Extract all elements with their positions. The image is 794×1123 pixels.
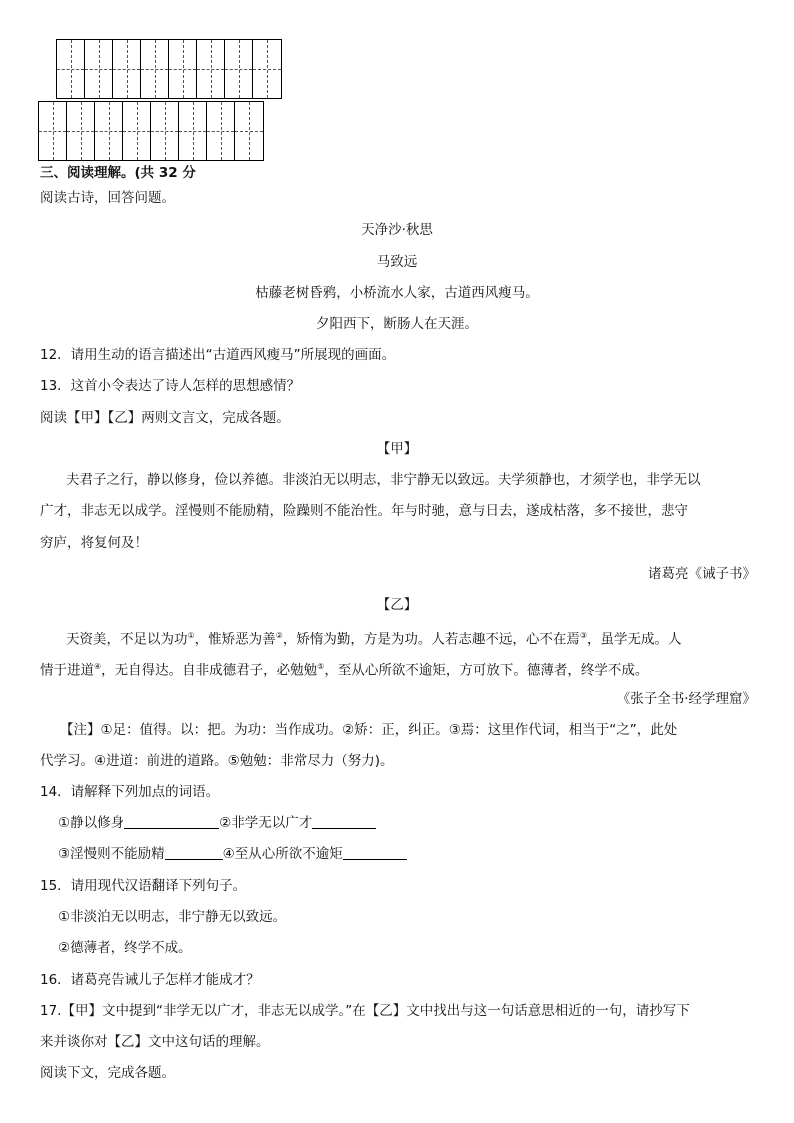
jia-paragraph-line-2: 广才，非志无以成学。淫慢则不能励精，险躁则不能治性。年与时驰，意与日去，遂成枯落，多不接世，悲守 — [40, 503, 688, 519]
grid-cell[interactable] — [85, 40, 113, 98]
grid-cell[interactable] — [113, 40, 141, 98]
question-14-item-b: ②非学无以广才 — [219, 815, 313, 831]
writing-grid-row-2 — [38, 101, 264, 161]
yi-paragraph-line-1 — [66, 626, 682, 650]
question-14-row-2 — [58, 844, 407, 864]
yi-text: 天资美，不足以为功 — [66, 631, 188, 648]
writing-grid-row-1 — [56, 39, 282, 99]
question-14-item-a: ①静以修身 — [58, 815, 125, 831]
question-15: 15．请用现代汉语翻译下列句子。 — [40, 878, 247, 894]
poem-line-2: 夕阳西下，断肠人在天涯。 — [316, 316, 478, 332]
footnote-marker: ② — [275, 631, 283, 640]
footnote-marker: ⑤ — [317, 662, 325, 671]
grid-cell[interactable] — [141, 40, 169, 98]
yi-text: ，惟矫恶为善 — [194, 631, 276, 648]
question-12: 12．请用生动的语言描述出“古道西风瘦马”所展现的画面。 — [40, 347, 396, 363]
yi-paragraph-line-2 — [40, 657, 648, 681]
note-line-1: 【注】①足：值得。以：把。为功：当作成功。②矫：正，纠正。③焉：这里作代词，相当于“之”，此处 — [60, 722, 678, 738]
poem-intro: 阅读古诗，回答问题。 — [40, 190, 175, 206]
question-14-row-1 — [58, 813, 376, 833]
jia-source: 诸葛亮《诫子书》 — [648, 566, 756, 582]
question-13: 13．这首小令表达了诗人怎样的思想感情？ — [40, 378, 301, 394]
answer-blank[interactable] — [165, 845, 223, 860]
classical-intro: 阅读【甲】【乙】两则文言文，完成各题。 — [40, 410, 290, 426]
yi-text: ，矫惰为勤，方是为功。人若志趣不远，心不在焉 — [282, 631, 580, 648]
grid-cell[interactable] — [151, 102, 179, 160]
grid-cell[interactable] — [67, 102, 95, 160]
poem-line-1: 枯藤老树昏鸦，小桥流水人家，古道西风瘦马。 — [255, 285, 539, 301]
jia-heading: 【甲】 — [376, 441, 418, 457]
jia-paragraph-line-1: 夫君子之行，静以修身，俭以养德。非淡泊无以明志，非宁静无以致远。夫学须静也，才须学也，非学无以 — [66, 472, 701, 488]
jia-paragraph-line-3: 穷庐，将复何及！ — [40, 535, 148, 551]
answer-blank[interactable] — [343, 845, 407, 860]
question-15-item-a: ①非淡泊无以明志，非宁静无以致远。 — [58, 909, 287, 925]
footnote-marker: ③ — [579, 631, 588, 640]
question-16: 16．诸葛亮告诫儿子怎样才能成才？ — [40, 972, 260, 988]
grid-cell[interactable] — [253, 40, 281, 98]
yi-text: ，虽学无成。人 — [587, 631, 682, 648]
grid-cell[interactable] — [179, 102, 207, 160]
grid-cell[interactable] — [197, 40, 225, 98]
grid-cell[interactable] — [169, 40, 197, 98]
answer-blank[interactable] — [124, 814, 219, 829]
poem-author: 马致远 — [376, 254, 418, 270]
final-intro: 阅读下文，完成各题。 — [40, 1065, 175, 1081]
question-14: 14．请解释下列加点的词语。 — [40, 784, 220, 800]
grid-cell[interactable] — [207, 102, 235, 160]
grid-cell[interactable] — [95, 102, 123, 160]
question-14-item-c: ③淫慢则不能励精 — [58, 846, 165, 862]
footnote-marker: ① — [187, 631, 195, 640]
grid-cell[interactable] — [235, 102, 263, 160]
yi-text: ，至从心所欲不逾矩，方可放下。德薄者，终学不成。 — [324, 662, 649, 679]
question-17-line-2: 来并谈你对【乙】文中这句话的理解。 — [40, 1034, 270, 1050]
grid-cell[interactable] — [57, 40, 85, 98]
question-17-line-1: 17.【甲】文中提到“非学无以广才，非志无以成学。”在【乙】文中找出与这一句话意思相近的一句，请抄写下 — [40, 1003, 690, 1019]
footnote-marker: ④ — [94, 662, 102, 671]
yi-text: ，无自得达。自非成德君子，必勉勉 — [101, 662, 318, 679]
grid-cell[interactable] — [225, 40, 253, 98]
question-14-item-d: ④至从心所欲不逾矩 — [222, 846, 343, 862]
answer-blank[interactable] — [312, 814, 376, 829]
yi-heading: 【乙】 — [376, 597, 418, 613]
note-line-2: 代学习。④进道：前进的道路。⑤勉勉：非常尽力（努力)。 — [40, 753, 394, 769]
yi-text: 情于进道 — [40, 662, 94, 679]
yi-source: 《张子全书·经学理窟》 — [616, 691, 756, 707]
grid-cell[interactable] — [39, 102, 67, 160]
grid-cell[interactable] — [123, 102, 151, 160]
section-title: 三、阅读理解。(共 32 分 — [40, 165, 196, 181]
question-15-item-b: ②德薄者，终学不成。 — [58, 940, 192, 956]
poem-title: 天净沙·秋思 — [361, 222, 433, 238]
